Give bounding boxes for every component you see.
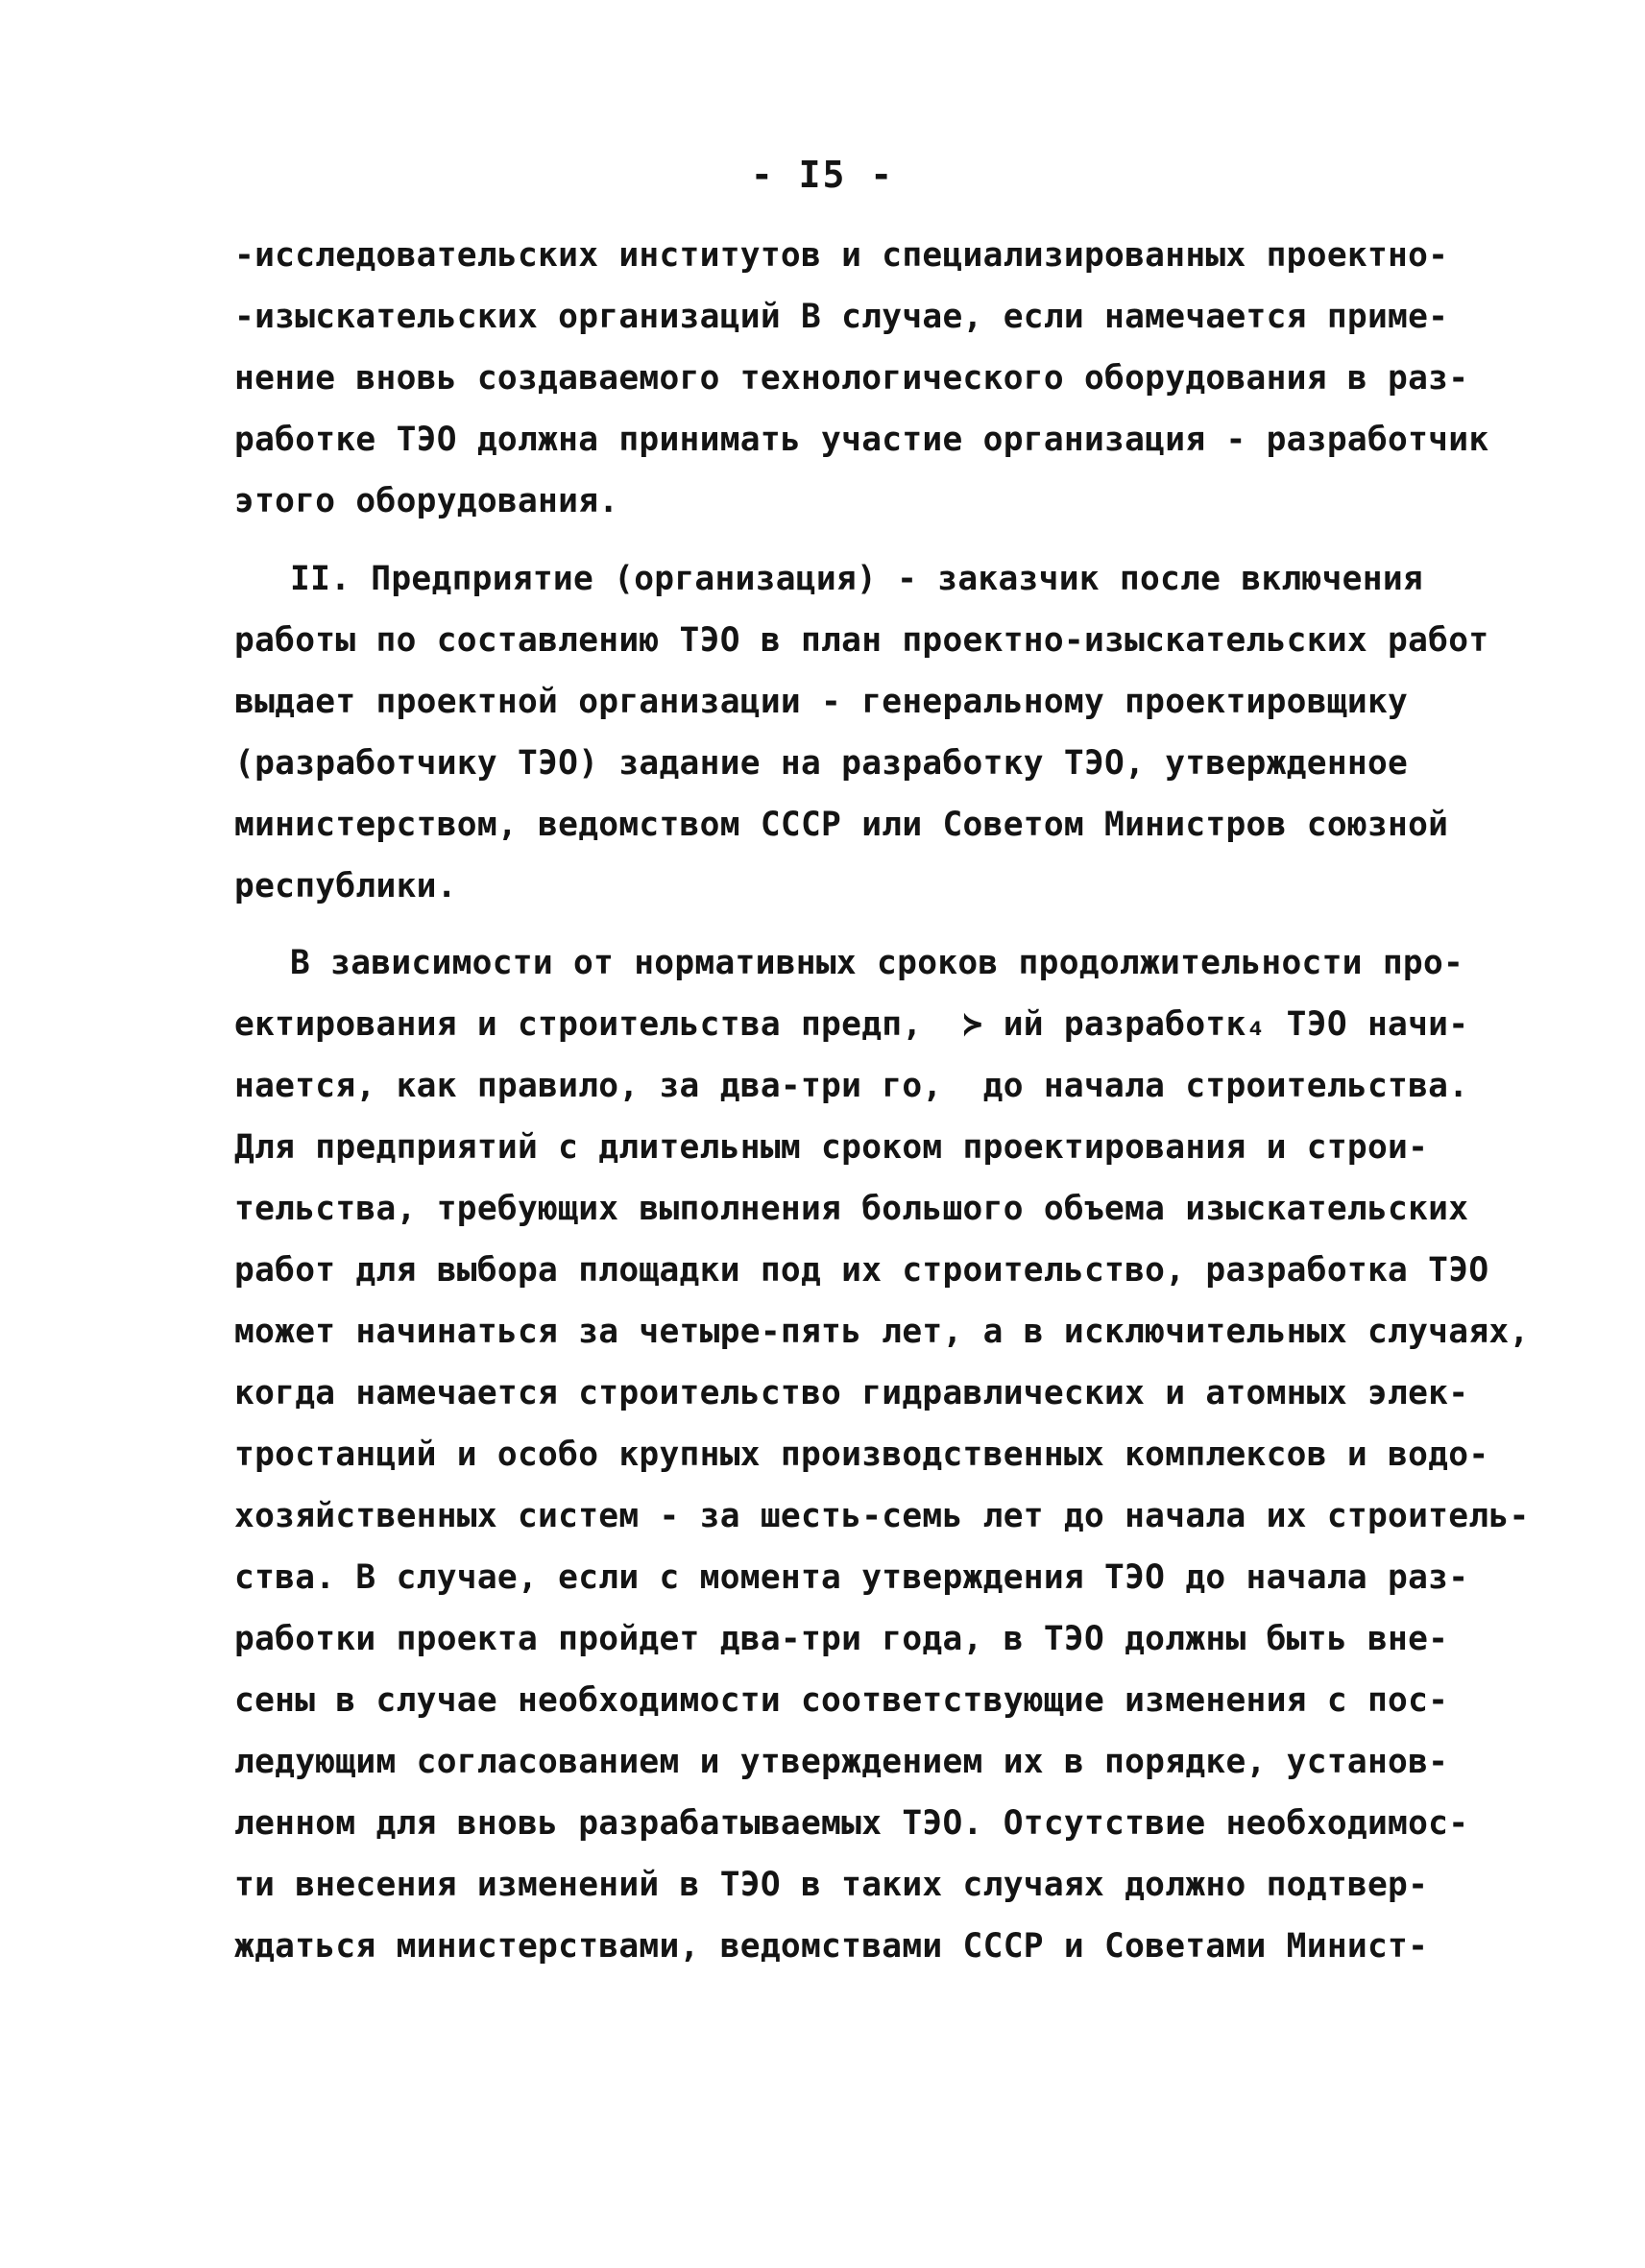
text-line: выдает проектной организации - генеральному проектировщику bbox=[234, 683, 1409, 721]
text-line: ства. В случае, если с момента утверждения ТЭО до начала раз- bbox=[234, 1558, 1469, 1597]
text-line: работке ТЭО должна принимать участие организация - разработчик bbox=[234, 421, 1489, 459]
text-line: нается, как правило, за два-три го, до начала строительства. bbox=[234, 1067, 1469, 1105]
text-line: ти внесения изменений в ТЭО в таких случаях должно подтвер- bbox=[234, 1866, 1429, 1904]
text-line: В зависимости от нормативных сроков продолжительности про- bbox=[290, 944, 1464, 982]
text-line: -изыскательских организаций В случае, если намечается приме- bbox=[234, 298, 1449, 336]
text-line: может начинаться за четыре-пять лет, а в исключительных случаях, bbox=[234, 1313, 1530, 1351]
text-line: ледующим согласованием и утверждением их в порядке, установ- bbox=[234, 1743, 1449, 1781]
text-line: министерством, ведомством СССР или Советом Министров союзной bbox=[234, 806, 1449, 844]
text-line: работки проекта пройдет два-три года, в ТЭО должны быть вне- bbox=[234, 1620, 1449, 1658]
page-number: - I5 - bbox=[750, 154, 895, 196]
text-line: ленном для вновь разрабатываемых ТЭО. Отсутствие необходимос- bbox=[234, 1804, 1469, 1843]
text-line: (разработчику ТЭО) задание на разработку ТЭО, утвержденное bbox=[234, 744, 1409, 783]
text-line: тростанций и особо крупных производственных комплексов и водо- bbox=[234, 1436, 1489, 1474]
text-line: хозяйственных систем - за шесть-семь лет до начала их строитель- bbox=[234, 1497, 1530, 1535]
text-line: республики. bbox=[234, 867, 457, 905]
text-line: этого оборудования. bbox=[234, 482, 619, 520]
text-line: работы по составлению ТЭО в план проектно-изыскательских работ bbox=[234, 621, 1489, 660]
text-line: II. Предприятие (организация) - заказчик после включения bbox=[290, 560, 1423, 598]
text-line: тельства, требующих выполнения большого объема изыскательских bbox=[234, 1190, 1469, 1228]
text-line: ждаться министерствами, ведомствами СССР и Советами Минист- bbox=[234, 1927, 1429, 1966]
text-line: работ для выбора площадки под их строительство, разработка ТЭО bbox=[234, 1251, 1489, 1290]
text-line: Для предприятий с длительным сроком проектирования и строи- bbox=[234, 1128, 1429, 1167]
text-line: ектирования и строительства предп, ≻ ий разработк₄ ТЭО начи- bbox=[234, 1005, 1469, 1044]
text-line: сены в случае необходимости соответствующие изменения с пос- bbox=[234, 1681, 1449, 1720]
text-line: когда намечается строительство гидравлических и атомных элек- bbox=[234, 1374, 1469, 1412]
text-line: -исследовательских институтов и специализированных проектно- bbox=[234, 236, 1449, 275]
text-line: нение вновь создаваемого технологического оборудования в раз- bbox=[234, 359, 1469, 398]
